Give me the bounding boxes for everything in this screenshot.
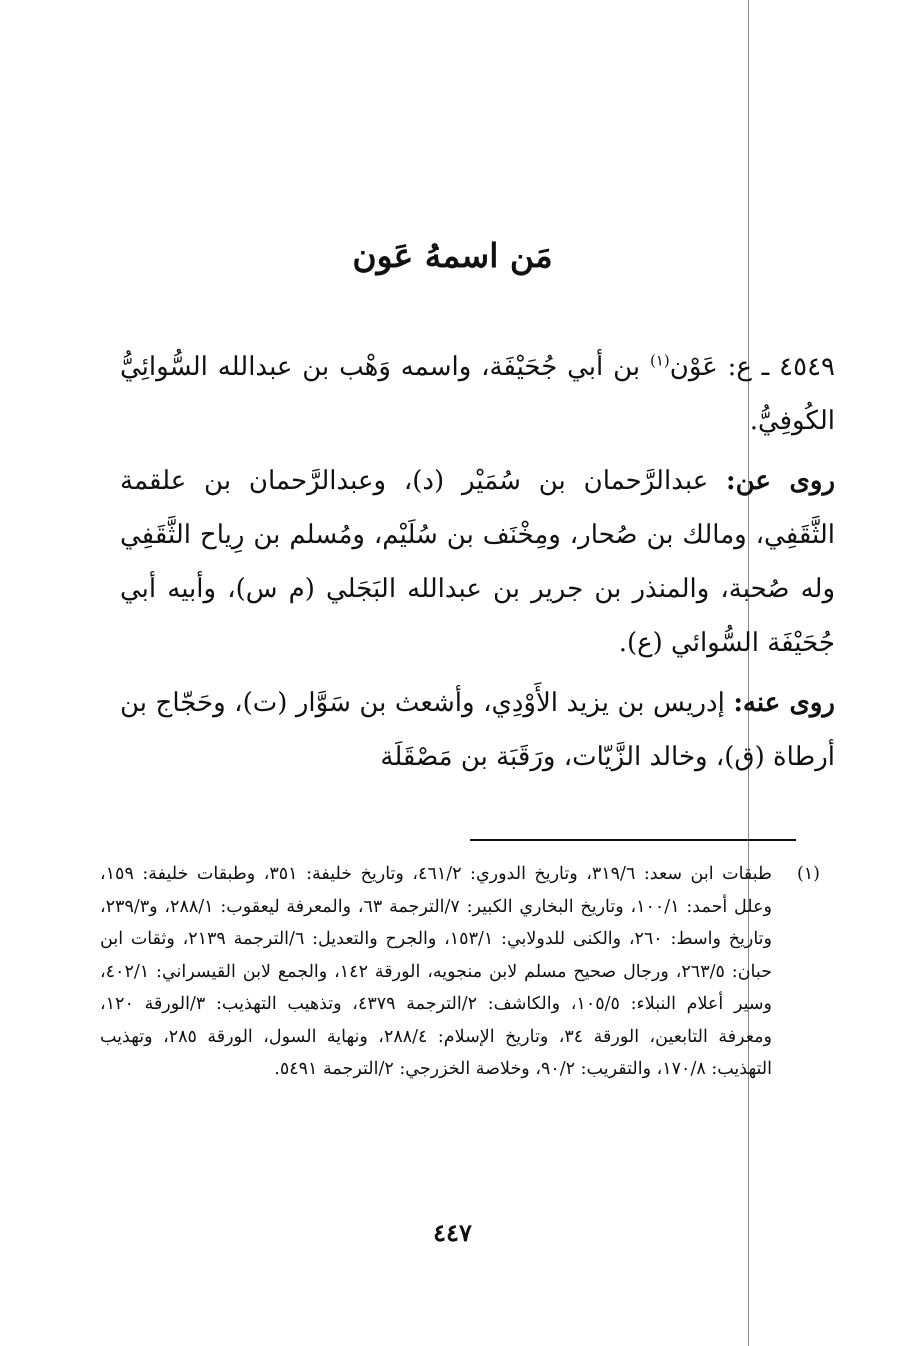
entry-name: ٤٥٤٩ ـ ع: عَوْن <box>669 352 835 382</box>
narrated-by-label: روى عنه: <box>733 688 835 718</box>
footnote-item <box>100 858 820 1086</box>
entry-lineage: بن أبي جُحَيْفَة، واسمه وَهْب بن عبدالله السُّوائِيُّ الكُوفِيُّ. <box>120 352 835 436</box>
page-number: ٤٤٧ <box>433 1218 472 1247</box>
footnote-marker: (١) <box>796 864 820 884</box>
narrated-by-text: إدريس بن يزيد الأَوْدِي، وأشعث بن سَوَّار (ت)، وحَجّاج بن أرطاة (ق)، وخالد الزَّيّات، ورَقَبَة بن مَصْقَلَة <box>120 688 835 772</box>
footnotes <box>100 858 820 1086</box>
narrated-from-label: روى عن: <box>726 466 835 496</box>
biography-entry <box>120 340 835 790</box>
footnote-text: طبقات ابن سعد: ٣١٩/٦، وتاريخ الدوري: ٤٦١/٢، وتاريخ خليفة: ٣٥١، وطبقات خليفة: ١٥٩، وعلل أحمد: ١٠٠/١، وتاريخ البخاري الكبير: ٧/الترجمة ٦٣، والمعرفة ليعقوب: ٢٨٨/١، و٢٣٩/٣، وتاريخ واسط: ٢٦٠، والكنى للدولابي: ١٥٣/١، والجرح والتعديل: ٦/الترجمة ٢١٣٩، وثقات ابن حبان: ٢٦٣/٥، ورجال صحيح مسلم لابن منجويه، الورقة ١٤٢، والجمع لابن القيسراني: ٤٠٢/١، وسير أعلام النبلاء: ١٠٥/٥، والكاشف: ٢/الترجمة ٤٣٧٩، وتذهيب التهذيب: ٣/الورقة ١٢٠، ومعرفة التابعين، الورقة ٣٤، وتاريخ الإسلام: ٢٨٨/٤، ونهاية السول، الورقة ٢٨٥، وتهذيب التهذيب: ١٧٠/٨، والتقريب: ٩٠/٢، وخلاصة الخزرجي: ٢/الترجمة ٥٤٩١. <box>100 864 772 1079</box>
narrated-from-text: عبدالرَّحمان بن سُمَيْر (د)، وعبدالرَّحمان بن علقمة الثَّقَفِي، ومالك بن صُحار، ومِخْنَف بن سُلَيْم، ومُسلم بن رِياح الثَّقَفِي وله صُحبة، والمنذر بن جرير بن عبدالله البَجَلي (م س)، وأبيه أبي جُحَيْفَة السُّوائي (ع). <box>120 466 835 658</box>
narrated-by-paragraph <box>120 676 835 784</box>
entry-intro <box>120 340 835 448</box>
footnote-reference: (١) <box>649 351 670 370</box>
narrated-from-paragraph <box>120 454 835 670</box>
section-heading: مَن اسمهُ عَون <box>352 236 553 275</box>
footnote-separator <box>470 839 796 841</box>
